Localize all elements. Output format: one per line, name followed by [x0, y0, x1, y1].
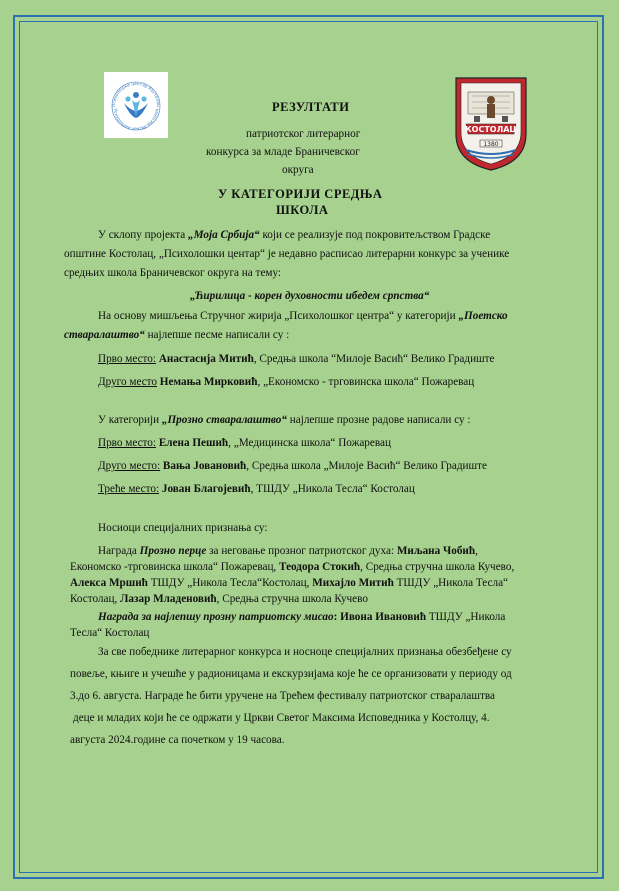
svg-text:1380: 1380 — [483, 141, 499, 148]
special-award-line-4: Костолац, Лазар Младеновић, Средња стручна школа Кучево — [70, 593, 368, 605]
svg-text:КОСТОЛАЦ: КОСТОЛАЦ — [465, 125, 517, 134]
svg-text:Психолошки центар Костолац: Психолошки центар Костолац — [110, 80, 162, 107]
special-award-line-6: Тесла“ Костолац — [70, 627, 150, 639]
prose-intro: У категорији „Прозно стваралаштво“ најлепше прозне радове написали су : — [98, 414, 471, 426]
special-awards-heading: Носиоци специјалних признања су: — [98, 522, 268, 534]
special-award-line-1: Награда Прозно перце за неговање прозног патриотског духа: Миљана Чобић, — [98, 545, 478, 557]
closing-line-1: За све победнике литерарног конкурса и носноце специјалних признања обезбеђене су — [98, 646, 512, 658]
svg-text:Психолошки центар Костолац: Психолошки центар Костолац — [112, 108, 160, 132]
kostolac-coat-of-arms — [452, 72, 530, 172]
prose-first-place: Прво место: Елена Пешић, „Медицинска школа“ Пожаревац — [98, 437, 391, 449]
special-award-line-5: Награда за најлепшу прозну патриотску мисао: Ивона Ивановић ТШДУ „Никола — [98, 611, 506, 623]
poetry-intro-line-1: На основу мишљења Стручног жирија „Психолошког центра“ у категорији „Поетско — [98, 310, 508, 322]
prose-third-place: Треће место: Јован Благојевић, ТШДУ „Никола Тесла“ Костолац — [98, 483, 415, 495]
closing-line-2: повеље, књиге и учешће у радионицама и екскурзијама које ће се организовати у периоду од — [70, 668, 512, 680]
prose-second-place: Друго место: Вања Јовановић, Средња школа „Милоје Васић“ Велико Градиште — [98, 460, 487, 472]
closing-line-5: августа 2024.године са почетком у 19 часова. — [70, 734, 285, 746]
contest-theme: „Ћирилица - корен духовности ибедем српства“ — [190, 290, 430, 302]
poetry-first-place: Прво место: Анастасија Митић, Средња школа “Милоје Васић“ Велико Градиште — [98, 353, 495, 365]
special-award-line-3: Алекса Мршић ТШДУ „Никола Тесла“Костолац, Михајло Митић ТШДУ „Никола Тесла“ — [70, 577, 509, 589]
intro-line-1: У склопу пројекта „Моја Србија“ који се реализује под покровитељством Градске — [98, 229, 491, 241]
results-title: РЕЗУЛТАТИ — [272, 100, 350, 114]
poetry-second-place: Друго место Немања Мирковић, „Економско - трговинска школа“ Пожаревац — [98, 376, 475, 388]
subtitle-line-3: округа — [282, 164, 314, 176]
intro-line-3: средњих школа Браничевског округа на тему: — [64, 267, 282, 279]
category-heading-2: ШКОЛА — [276, 203, 329, 217]
subtitle-line-1: патриотског литерарног — [246, 128, 361, 140]
intro-line-2: општине Костолац, „Психолошки центар“ је недавно расписао литерарни конкурс за ученике — [64, 248, 510, 260]
poetry-intro-line-2: стваралаштво“ најлепше песме написали су : — [64, 329, 290, 341]
psychology-center-logo — [104, 72, 168, 138]
special-award-line-2: Економско -трговинска школа“ Пожаревац, Теодора Стокић, Средња стручна школа Кучево, — [70, 561, 515, 573]
subtitle-line-2: конкурса за младе Браничевског — [206, 146, 360, 158]
closing-line-4: деце и младих који ће се одржати у Цркви Светог Максима Исповедника у Костолцу, 4. — [73, 712, 490, 724]
category-heading-1: У КАТЕГОРИЈИ СРЕДЊА — [218, 187, 383, 201]
closing-line-3: 3.до 6. августа. Награде ће бити уручене на Трећем фестивалу патриотског стваралаштва — [70, 690, 495, 702]
